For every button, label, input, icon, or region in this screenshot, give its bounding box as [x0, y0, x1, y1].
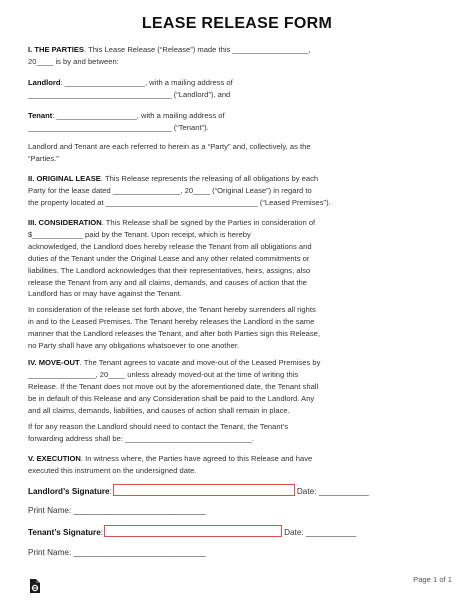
landlord-print-name[interactable]: Print Name: _____________________________ — [28, 506, 206, 515]
tenant-print-name[interactable]: Print Name: _____________________________ — [28, 548, 206, 557]
section-execution-heading: V. EXECUTION — [28, 454, 81, 463]
tenant-block — [28, 110, 452, 134]
section-parties-line1: . This Lease Release (“Release”) made this __________________, — [83, 45, 311, 54]
landlord-label: Landlord — [28, 78, 61, 87]
section-parties-line2: 20____ is by and between: — [28, 56, 119, 66]
tenant-date-field[interactable]: Date: ___________ — [284, 528, 357, 537]
section-consideration-line2[interactable]: $____________ paid by the Tenant. Upon receipt, which is hereby — [28, 229, 251, 239]
landlord-signature-row — [28, 484, 452, 498]
section-parties — [28, 44, 452, 68]
tenant-label: Tenant — [28, 111, 53, 120]
section-move-out-line2[interactable]: ________________, 20____ unless already moved-out at the time of writing this — [28, 369, 299, 379]
page-number: Page 1 of 1 — [413, 575, 452, 584]
tenant-signature-field[interactable] — [104, 525, 282, 537]
landlord-signature-colon: : — [109, 487, 112, 496]
section-move-out-line4: be in default of this Release and any Consideration shall be paid to the Landlord. Any — [28, 393, 315, 403]
section-consideration-line7: Landlord has or may have against the Tenant. — [28, 289, 182, 299]
section-move-out-line3: Release. If the Tenant does not move out by the aforementioned date, the Tenant shall — [28, 381, 319, 391]
section-execution-line2: executed this instrument on the undersigned date. — [28, 465, 197, 475]
section-consideration-line4: duties of the Tenant under the Original Lease and any other related commitments or — [28, 253, 310, 263]
section-parties-heading: I. THE PARTIES — [28, 45, 84, 54]
section-original-lease-heading: II. ORIGINAL LEASE — [28, 174, 101, 183]
section-original-lease-line1: . This Release represents the releasing of all obligations by each — [100, 174, 319, 183]
tenant-line2[interactable]: __________________________________ (“Tenant”). — [28, 122, 209, 132]
tenant-signature-colon: : — [100, 528, 104, 537]
landlord-block — [28, 77, 452, 101]
parties-note-line2: “Parties.” — [28, 153, 59, 163]
section-consideration — [28, 217, 452, 300]
release-line3: manner that the Landlord releases the Tenant, and after both Parties sign this Release, — [28, 328, 320, 338]
parties-note-line1: Landlord and Tenant are each referred to herein as a “Party” and, collectively, as the — [28, 142, 311, 151]
landlord-signature-field[interactable] — [113, 484, 295, 496]
eforms-logo-icon — [28, 578, 42, 594]
section-execution — [28, 453, 452, 477]
section-move-out — [28, 357, 452, 417]
section-consideration-line3: acknowledged, the Landlord does hereby release the Tenant from all obligations and — [28, 241, 312, 251]
section-consideration-line6: release the Tenant from any and all claims, demands, and causes of action that the — [28, 277, 307, 287]
section-consideration-release — [28, 304, 452, 352]
release-line1: In consideration of the release set forth above, the Tenant hereby surrenders all rights — [28, 305, 316, 314]
forwarding-line1: If for any reason the Landlord should need to contact the Tenant, the Tenant’s — [28, 422, 289, 431]
section-execution-line1: . In witness where, the Parties have agreed to this Release and have — [80, 454, 313, 463]
section-move-out-heading: IV. MOVE-OUT — [28, 358, 80, 367]
tenant-signature-label: Tenant’s Signature — [28, 528, 101, 537]
tenant-signature-row — [28, 525, 452, 539]
tenant-line1[interactable]: : ___________________, with a mailing address of — [52, 111, 225, 120]
parties-note — [28, 141, 452, 165]
section-original-lease-line2[interactable]: Party for the lease dated ________________, 20____ (“Original Lease”) in regard to — [28, 185, 312, 195]
section-consideration-line5: liabilities. The Landlord acknowledges that their representatives, heirs, assigns, also — [28, 265, 311, 275]
landlord-date-field[interactable]: Date: ___________ — [296, 487, 369, 496]
section-original-lease — [28, 173, 452, 209]
release-line2: in and to the Leased Premises. The Tenant hereby releases the Landlord in the same — [28, 316, 315, 326]
section-consideration-heading: III. CONSIDERATION — [28, 218, 102, 227]
release-line4: no Party shall have any obligations whatsoever to one another. — [28, 340, 240, 350]
document-title: LEASE RELEASE FORM — [141, 15, 333, 32]
forwarding-address — [28, 421, 452, 445]
section-original-lease-line3[interactable]: the property located at ____________________________________ (“Leased Premises”). — [28, 197, 331, 207]
landlord-signature-label: Landlord’s Signature — [28, 487, 110, 496]
section-move-out-line5: and all claims, demands, liabilities, and causes of action shall remain in place. — [28, 405, 290, 415]
landlord-line1[interactable]: : ___________________, with a mailing address of — [60, 78, 233, 87]
forwarding-line2[interactable]: forwarding address shall be: ______________________________. — [28, 433, 254, 443]
section-move-out-line1: . The Tenant agrees to vacate and move-out of the Leased Premises by — [79, 358, 321, 367]
landlord-line2[interactable]: __________________________________ (“Landlord”), and — [28, 89, 231, 99]
section-consideration-line1: . This Release shall be signed by the Parties in consideration of — [101, 218, 316, 227]
